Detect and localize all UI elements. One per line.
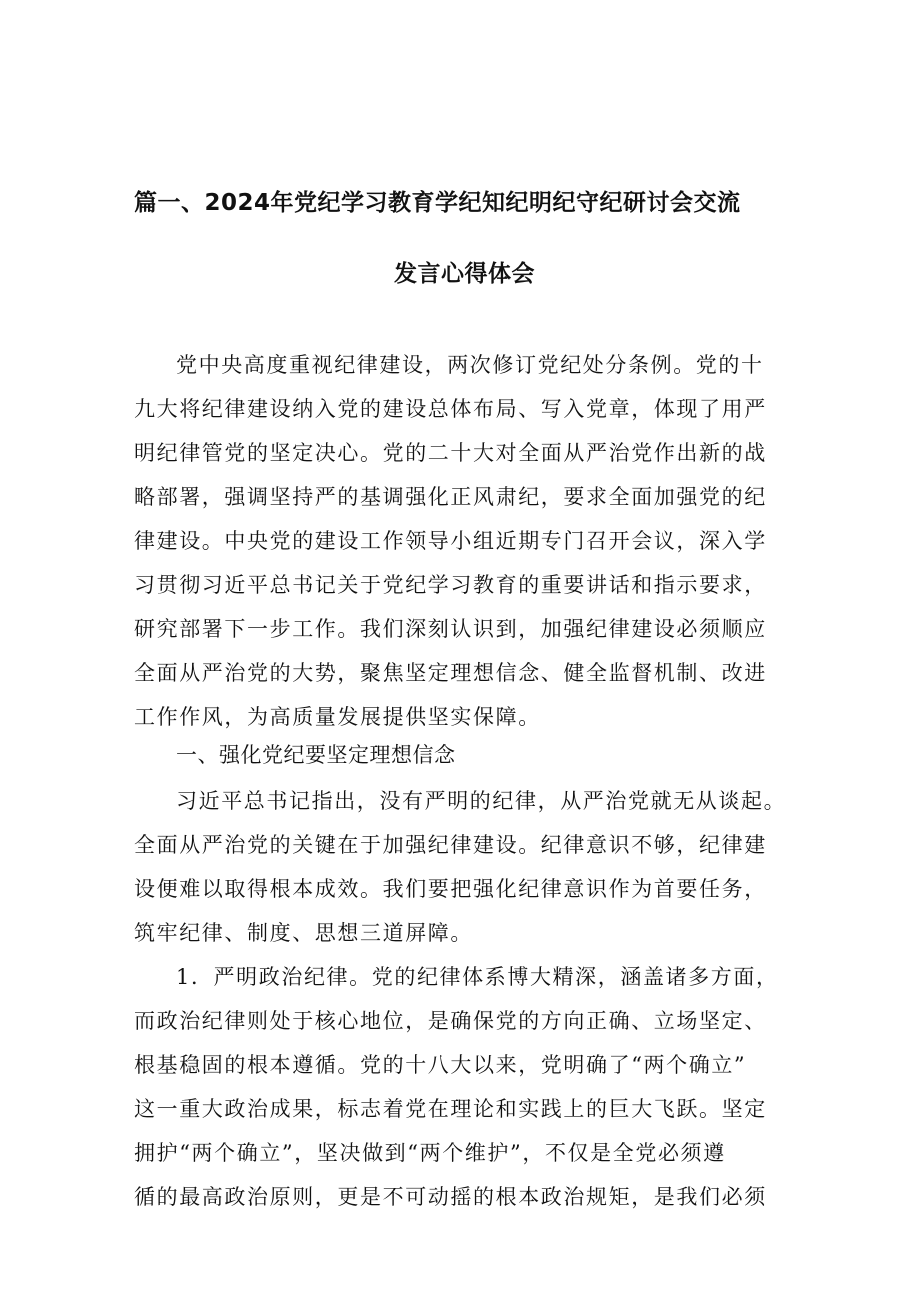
section-line: 全面从严治党的关键在于加强纪律建设。纪律意识不够，纪律建 bbox=[134, 833, 767, 857]
intro-line: 明纪律管党的坚定决心。党的二十大对全面从严治党作出新的战 bbox=[134, 441, 767, 465]
point-line: 1．严明政治纪律。党的纪律体系博大精深，涵盖诸多方面， bbox=[176, 965, 779, 989]
point-line: 这一重大政治成果，标志着党在理论和实践上的巨大飞跃。坚定 bbox=[134, 1097, 767, 1121]
point-line: 而政治纪律则处于核心地位，是确保党的方向正确、立场坚定、 bbox=[134, 1009, 767, 1033]
intro-line: 略部署，强调坚持严的基调强化正风肃纪，要求全面加强党的纪 bbox=[134, 485, 767, 509]
intro-line: 研究部署下一步工作。我们深刻认识到，加强纪律建设必须顺应 bbox=[134, 617, 767, 641]
section-line: 设便难以取得根本成效。我们要把强化纪律意识作为首要任务， bbox=[134, 877, 767, 901]
section-line: 筑牢纪律、制度、思想三道屏障。 bbox=[134, 921, 473, 945]
document-title-line-2: 发言心得体会 bbox=[394, 261, 535, 287]
intro-line: 党中央高度重视纪律建设，两次修订党纪处分条例。党的十 bbox=[176, 353, 764, 377]
point-line: 循的最高政治原则，更是不可动摇的根本政治规矩，是我们必须 bbox=[134, 1185, 767, 1209]
point-line: 根基稳固的根本遵循。党的十八大以来，党明确了“两个确立” bbox=[134, 1053, 747, 1077]
intro-line: 习贯彻习近平总书记关于党纪学习教育的重要讲话和指示要求， bbox=[134, 573, 767, 597]
section-heading: 一、强化党纪要坚定理想信念 bbox=[176, 743, 456, 767]
section-line: 习近平总书记指出，没有严明的纪律，从严治党就无从谈起。 bbox=[176, 789, 787, 813]
intro-line: 律建设。中央党的建设工作领导小组近期专门召开会议，深入学 bbox=[134, 529, 767, 553]
intro-line: 全面从严治党的大势，聚焦坚定理想信念、健全监督机制、改进 bbox=[134, 661, 767, 685]
point-line: 拥护“两个确立”，坚决做到“两个维护”，不仅是全党必须遵 bbox=[134, 1141, 726, 1165]
document-title-line-1: 篇一、2024年党纪学习教育学纪知纪明纪守纪研讨会交流 bbox=[134, 190, 741, 216]
intro-line: 工作作风，为高质量发展提供坚实保障。 bbox=[134, 705, 541, 729]
intro-line: 九大将纪律建设纳入党的建设总体布局、写入党章，体现了用严 bbox=[134, 397, 767, 421]
